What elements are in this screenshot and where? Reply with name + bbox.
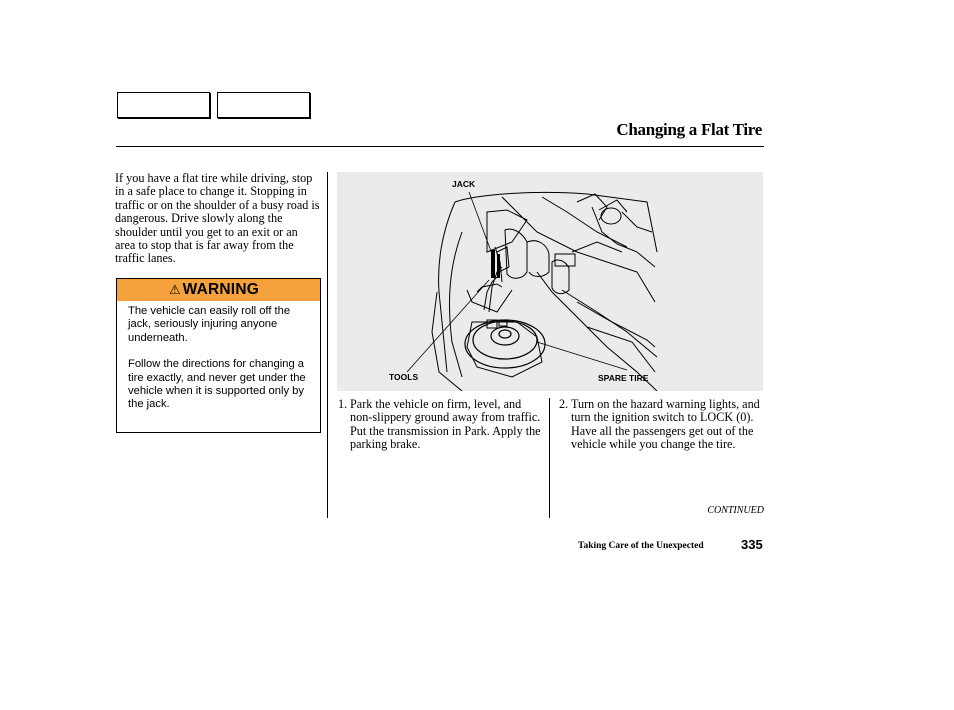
footer-section-title: Taking Care of the Unexpected: [578, 541, 704, 551]
column-divider-1: [327, 172, 328, 518]
warning-paragraph-2: Follow the directions for changing a tire exactly, and never get under the vehicle when it is supported only by the jack.: [128, 358, 306, 411]
step-1: [338, 398, 544, 452]
tools-label: TOOLS: [389, 372, 419, 382]
intro-paragraph: If you have a flat tire while driving, stop in a safe place to change it. Stopping in traffic or on the shoulder of a busy road is dangerous. Drive slowly along the shoulder until you get to an exit or an area to stop that is far away from the traffic lanes.: [115, 171, 320, 266]
warning-label: WARNING: [182, 281, 259, 298]
nav-button-2[interactable]: [217, 92, 310, 118]
step-2-number: 2.: [559, 397, 569, 411]
step-1-text: Park the vehicle on firm, level, and non-slippery ground away from traffic. Put the transmission in Park. Apply the parking brake.: [350, 397, 541, 452]
jack-label: JACK: [452, 179, 476, 189]
step-1-number: 1.: [338, 397, 348, 411]
warning-header: [117, 279, 320, 301]
warning-paragraph-1: The vehicle can easily roll off the jack, seriously injuring anyone underneath.: [128, 305, 291, 344]
header-rule: [116, 146, 764, 147]
continued-label: CONTINUED: [707, 505, 764, 516]
step-2-text: Turn on the hazard warning lights, and turn the ignition switch to LOCK (0). Have all the passengers get out of the vehicle while you change the tire.: [571, 397, 760, 452]
nav-button-1[interactable]: [117, 92, 210, 118]
spare-tire-label: SPARE TIRE: [598, 373, 649, 383]
warning-box: [116, 278, 321, 433]
column-divider-2: [549, 398, 550, 518]
step-2: [559, 398, 765, 452]
cargo-area-drawing: [337, 172, 763, 391]
page-number: 335: [741, 537, 763, 552]
cargo-area-illustration: [337, 172, 763, 391]
warning-triangle-icon: ⚠: [169, 282, 181, 298]
warning-body: [117, 301, 320, 412]
page-title: Changing a Flat Tire: [616, 120, 762, 139]
